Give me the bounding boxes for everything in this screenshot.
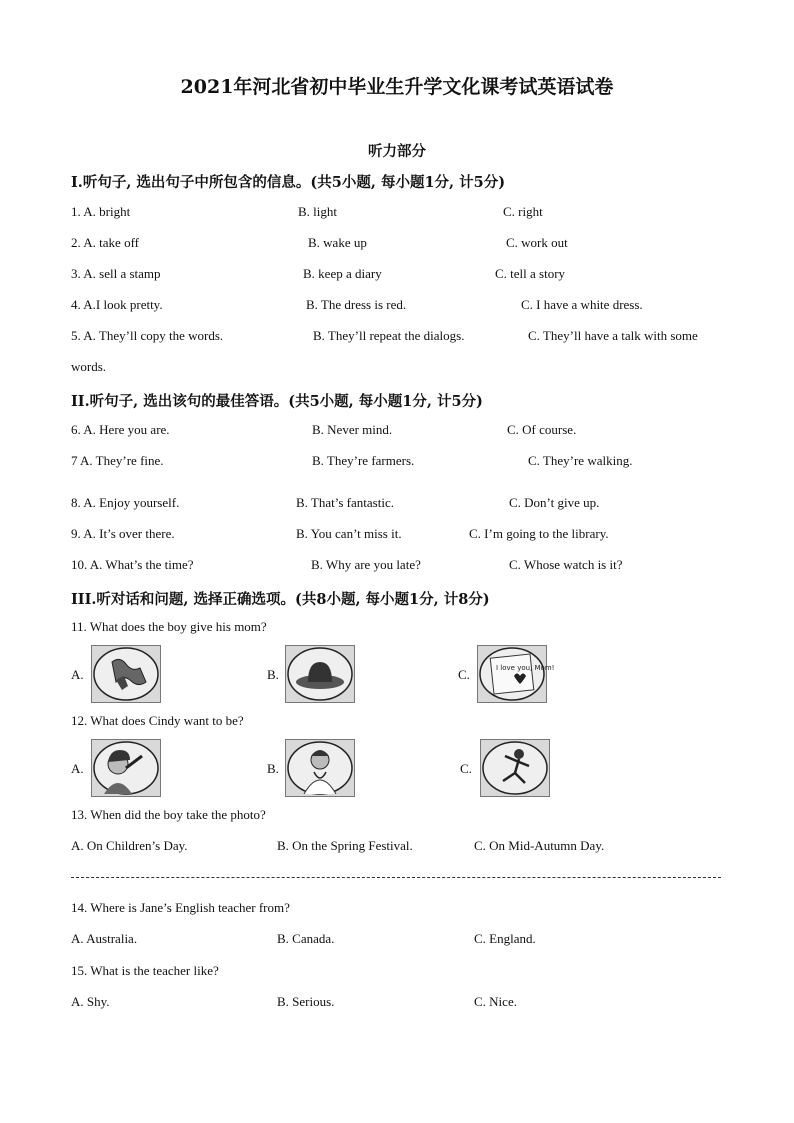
q3-option-a: 3. A. sell a stamp [71,266,161,281]
q2-option-b: B. wake up [308,235,367,250]
q5-option-c-continued: words. [71,359,107,374]
section-3-heading: III.听对话和问题, 选择正确选项。(共8小题, 每小题1分, 计8分) [71,591,490,608]
q12-label-b: B. [267,761,279,776]
q10-option-a: 10. A. What’s the time? [71,557,194,572]
q6-option-b: B. Never mind. [312,422,393,437]
part-heading: 听力部分 [368,143,426,160]
q12-label-c: C. [460,761,472,776]
q8-option-b: B. That’s fantastic. [296,495,394,510]
q11-label-a: A. [71,667,84,682]
section-1-heading: I.听句子, 选出句子中所包含的信息。(共5小题, 每小题1分, 计5分) [71,174,506,191]
q12-stem: 12. What does Cindy want to be? [71,713,244,728]
q11-picture-c-card [477,645,555,703]
q15-stem: 15. What is the teacher like? [71,963,219,978]
q3-option-b: B. keep a diary [303,266,382,281]
dashed-divider [71,877,721,878]
q5-option-a: 5. A. They’ll copy the words. [71,328,224,343]
q4-option-b: B. The dress is red. [306,297,407,312]
q14-option-a: A. Australia. [71,931,138,946]
q5-option-c: C. They’ll have a talk with some [528,328,698,343]
q8-option-c: C. Don’t give up. [509,495,600,510]
q11-label-b: B. [267,667,279,682]
q12-picture-b-doctor [285,739,355,797]
q2-option-a: 2. A. take off [71,235,139,250]
q10-option-c: C. Whose watch is it? [509,557,623,572]
exam-title: 2021年河北省初中毕业生升学文化课考试英语试卷 [180,76,614,98]
q7-option-a: 7 A. They’re fine. [71,453,164,468]
q9-option-c: C. I’m going to the library. [469,526,609,541]
q15-option-b: B. Serious. [277,994,335,1009]
q13-option-a: A. On Children’s Day. [71,838,188,853]
q15-option-c: C. Nice. [474,994,517,1009]
q9-option-a: 9. A. It’s over there. [71,526,175,541]
q7-option-c: C. They’re walking. [528,453,633,468]
q11-picture-a-scarf [91,645,161,703]
q13-option-c: C. On Mid-Autumn Day. [474,838,605,853]
q15-option-a: A. Shy. [71,994,110,1009]
q1-option-c: C. right [503,204,543,219]
q11-picture-b-hat [285,645,355,703]
q13-stem: 13. When did the boy take the photo? [71,807,266,822]
q14-option-c: C. England. [474,931,536,946]
q12-label-a: A. [71,761,84,776]
q8-option-a: 8. A. Enjoy yourself. [71,495,180,510]
q6-option-a: 6. A. Here you are. [71,422,170,437]
q14-stem: 14. Where is Jane’s English teacher from? [71,900,290,915]
q12-picture-c-dancer [480,739,550,797]
q13-option-b: B. On the Spring Festival. [277,838,413,853]
q11-card-text: I love you, Mom! [496,664,555,672]
q2-option-c: C. work out [506,235,568,250]
q10-option-b: B. Why are you late? [311,557,421,572]
q1-option-b: B. light [298,204,338,219]
q3-option-c: C. tell a story [495,266,566,281]
q11-label-c: C. [458,667,470,682]
q9-option-b: B. You can’t miss it. [296,526,402,541]
q1-option-a: 1. A. bright [71,204,131,219]
q14-option-b: B. Canada. [277,931,335,946]
q6-option-c: C. Of course. [507,422,577,437]
q12-picture-a-singer [91,739,161,797]
q4-option-a: 4. A.I look pretty. [71,297,163,312]
q11-stem: 11. What does the boy give his mom? [71,619,267,634]
q7-option-b: B. They’re farmers. [312,453,415,468]
section-2-heading: II.听句子, 选出该句的最佳答语。(共5小题, 每小题1分, 计5分) [71,393,483,410]
q4-option-c: C. I have a white dress. [521,297,643,312]
q5-option-b: B. They’ll repeat the dialogs. [313,328,465,343]
